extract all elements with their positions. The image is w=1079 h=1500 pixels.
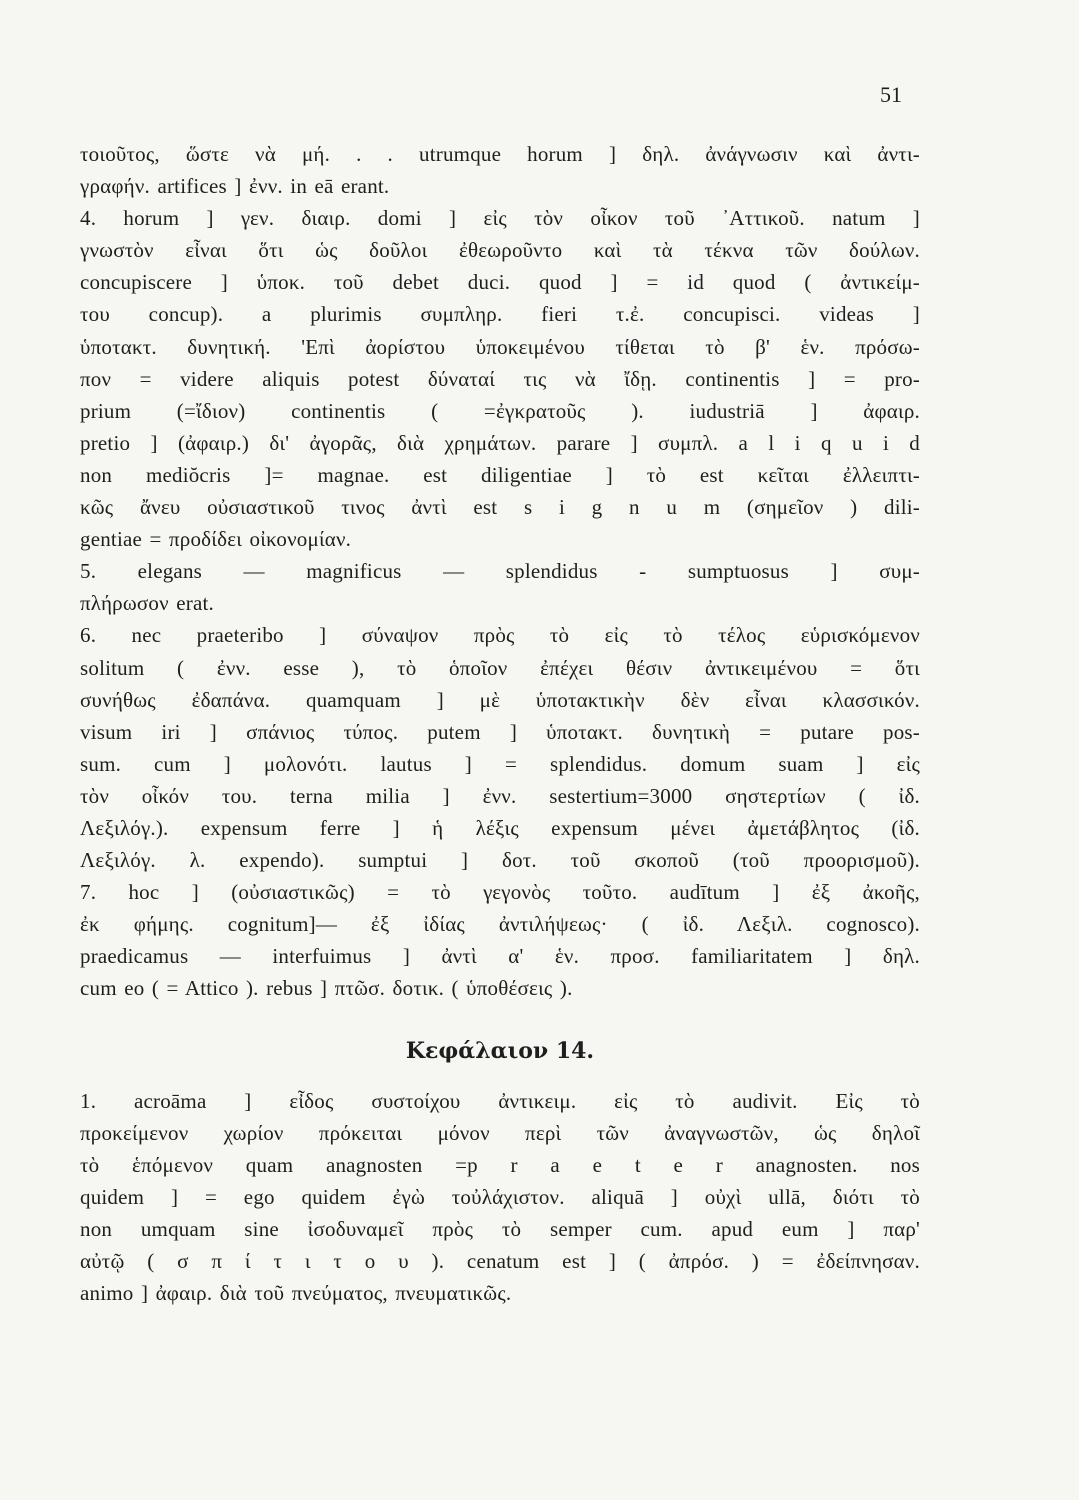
- text-line: sum. cum ] μολονότι. lautus ] = splendidus. domum suam ] εἰς: [80, 751, 920, 776]
- text-line: ἐκ φήμης. cognitum]— ἐξ ἰδίας ἀντιλήψεως· ( ἰδ. Λεξιλ. cognosco).: [80, 912, 920, 937]
- text-line: τοιοῦτος, ὥστε νὰ μή. . . utrumque horum ] δηλ. ἀνάγνωσιν καὶ ἀντι-: [80, 142, 920, 166]
- text-line: ὑποτακτ. δυνητική. 'Επὶ ἀορίστου ὑποκειμένου τίθεται τὸ β' ἑν. πρόσω-: [80, 334, 920, 359]
- text-line: του concup). a plurimis συμπληρ. fieri τ.ἐ. concupisci. videas ]: [80, 302, 920, 327]
- text-line: προκείμενον χωρίον πρόκειται μόνον περὶ τῶν ἀναγνωστῶν, ὡς δηλοῖ: [80, 1120, 920, 1145]
- text-line: non umquam sine ἰσοδυναμεῖ πρὸς τὸ semper cum. apud eum ] παρ': [80, 1216, 920, 1241]
- text-line: gentiae = προδίδει οἰκονομίαν.: [80, 527, 352, 552]
- text-line: Λεξιλόγ. λ. expendo). sumptui ] δοτ. τοῦ σκοποῦ (τοῦ προορισμοῦ).: [80, 848, 920, 873]
- text-line: praedicamus — interfuimus ] ἀντὶ α' ἑν. προσ. familiaritatem ] δηλ.: [80, 944, 920, 969]
- page-number: 51: [880, 82, 902, 107]
- text-line: prium (=ἴδιον) continentis ( =ἐγκρατοῦς ). iudustriā ] ἀφαιρ.: [80, 398, 920, 423]
- text-line: τὸν οἶκόν του. terna milia ] ἐνν. sestertium=3000 σηστερτίων ( ἰδ.: [80, 783, 920, 808]
- text-line: cum eo ( = Attico ). rebus ] πτῶσ. δοτικ. ( ὑποθέσεις ).: [80, 976, 573, 1001]
- text-line: γνωστὸν εἶναι ὅτι ὡς δοῦλοι ἐθεωροῦντο καὶ τὰ τέκνα τῶν δούλων.: [80, 238, 920, 263]
- text-line: non mediŏcris ]= magnae. est diligentiae ] τὸ est κεῖται ἐλλειπτι-: [80, 462, 920, 487]
- text-line: solitum ( ἐνν. esse ), τὸ ὁποῖον ἐπέχει θέσιν ἀντικειμένου = ὅτι: [80, 655, 920, 680]
- chapter-heading: Κεφάλαιον 14.: [405, 1037, 595, 1064]
- commentary-section: [80, 138, 920, 1005]
- text-line: αὐτῷ ( σ π ί τ ι τ ο υ ). cenatum est ] ( ἀπρόσ. ) = ἐδείπνησαν.: [80, 1249, 920, 1273]
- spacer: [80, 1005, 920, 1023]
- text-line: concupiscere ] ὑποκ. τοῦ debet duci. quod ] = id quod ( ἀντικείμ-: [80, 270, 920, 295]
- text-line: τὸ ἑπόμενον quam anagnosten =p r a e t e r anagnosten. nos: [80, 1152, 920, 1177]
- text-body: [80, 138, 920, 1309]
- text-line: quidem ] = ego quidem ἐγὼ τοὐλάχιστον. aliquā ] οὐχὶ ullā, διότι τὸ: [80, 1184, 920, 1209]
- text-line: 6. nec praeteribo ] σύναψον πρὸς τὸ εἰς τὸ τέλος εὑρισκόμενον: [80, 623, 920, 648]
- text-line: Λεξιλόγ.). expensum ferre ] ἡ λέξις expensum μένει ἀμετάβλητος (ἰδ.: [80, 815, 920, 840]
- commentary-section-14: [80, 1085, 920, 1310]
- text-line: 4. horum ] γεν. διαιρ. domi ] εἰς τὸν οἶκον τοῦ ᾿Αττικοῦ. natum ]: [80, 206, 920, 231]
- text-line: γραφήν. artifices ] ἐνν. in eā erant.: [80, 174, 390, 199]
- text-line: πον = videre aliquis potest δύναταί τις νὰ ἴδῃ. continentis ] = pro-: [80, 366, 920, 391]
- text-line: συνήθως ἐδαπάνα. quamquam ] μὲ ὑποτακτικὴν δὲν εἶναι κλασσικόν.: [80, 687, 920, 712]
- text-line: πλήρωσον erat.: [80, 591, 214, 616]
- text-line: visum iri ] σπάνιος τύπος. putem ] ὑποτακτ. δυνητικὴ = putare pos-: [80, 719, 920, 744]
- text-line: pretio ] (ἀφαιρ.) δι' ἀγορᾶς, διὰ χρημάτων. parare ] συμπλ. a l i q u i d: [80, 430, 920, 455]
- text-line: 7. hoc ] (οὐσιαστικῶς) = τὸ γεγονὸς τοῦτο. audītum ] ἐξ ἀκοῆς,: [80, 880, 920, 905]
- text-line: 1. acroāma ] εἶδος συστοίχου ἀντικειμ. εἰς τὸ audivit. Εἰς τὸ: [80, 1088, 920, 1113]
- text-line: 5. elegans — magnificus — splendidus - sumptuosus ] συμ-: [80, 559, 920, 584]
- text-line: animo ] ἀφαιρ. διὰ τοῦ πνεύματος, πνευματικῶς.: [80, 1281, 512, 1306]
- text-line: κῶς ἄνευ οὐσιαστικοῦ τινος ἀντὶ est s i g n u m (σημεῖον ) dili-: [80, 495, 920, 520]
